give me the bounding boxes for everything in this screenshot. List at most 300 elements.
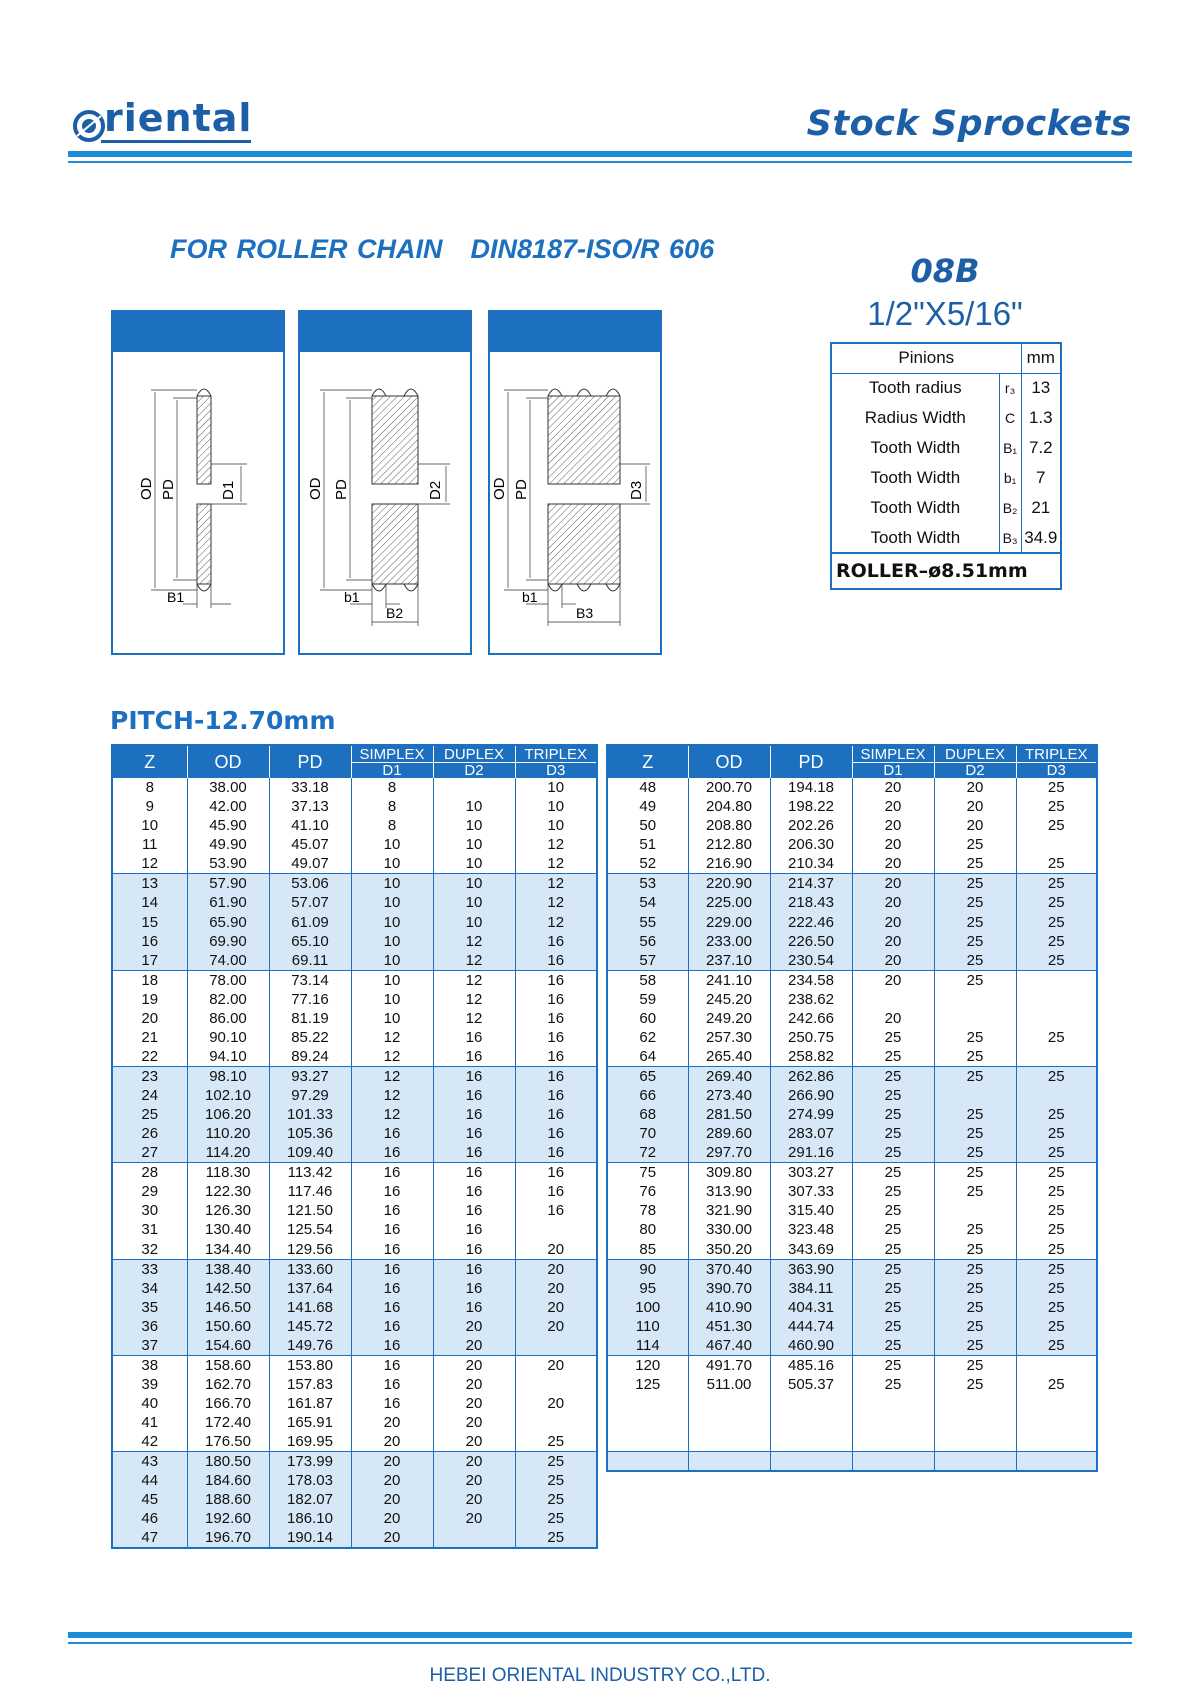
pd-cell: 186.10 — [269, 1509, 351, 1528]
d3-cell: 20 — [515, 1240, 596, 1260]
d3-cell: 25 — [1016, 1317, 1096, 1336]
z-cell: 45 — [113, 1490, 187, 1509]
od-cell: 106.20 — [187, 1105, 269, 1124]
d2-cell — [934, 1413, 1016, 1432]
d3-cell: 16 — [515, 1066, 596, 1086]
table-row — [608, 893, 1096, 912]
d1-cell: 12 — [351, 1066, 433, 1086]
od-cell: 166.70 — [187, 1394, 269, 1413]
d2-cell: 10 — [433, 797, 515, 816]
pd-cell: 266.90 — [770, 1086, 852, 1105]
od-cell: 233.00 — [688, 932, 770, 951]
d2-cell: 25 — [934, 1355, 1016, 1375]
od-cell: 451.30 — [688, 1317, 770, 1336]
z-cell: 44 — [113, 1471, 187, 1490]
triplex-diagram — [488, 310, 662, 655]
table-row — [113, 1028, 596, 1047]
d1-cell: 25 — [852, 1259, 934, 1279]
d3-cell: 20 — [515, 1298, 596, 1317]
z-cell: 125 — [635, 1375, 661, 1393]
pd-cell: 89.24 — [269, 1047, 351, 1067]
od-cell: 229.00 — [688, 912, 770, 931]
col-simplex — [852, 746, 934, 778]
d2-cell: 10 — [433, 854, 515, 874]
d2-cell: 20 — [433, 1509, 515, 1528]
table-row — [113, 1528, 596, 1547]
table-row — [113, 1009, 596, 1028]
table-row — [608, 1317, 1096, 1336]
od-cell: 200.70 — [688, 778, 770, 797]
d3-label: D3 — [1046, 761, 1066, 779]
z-cell: 42 — [141, 1433, 159, 1451]
d1-cell: 20 — [351, 1432, 433, 1452]
d3-cell — [1016, 1432, 1096, 1451]
d3-cell: 25 — [1016, 912, 1096, 931]
d3-cell: 16 — [515, 1124, 596, 1143]
pinion-name: Tooth Width — [831, 463, 999, 493]
roller-diameter: ROLLER–ø8.51mm — [831, 553, 1061, 589]
subtitle-chain: FOR ROLLER CHAIN — [170, 234, 443, 264]
d3-cell — [515, 1413, 596, 1432]
z-cell: 85 — [639, 1240, 657, 1258]
z-cell: 58 — [608, 970, 688, 990]
z-cell: 26 — [113, 1124, 187, 1143]
z-cell: 32 — [141, 1240, 159, 1258]
diagram-header-band — [300, 312, 470, 352]
chain-code: 08B — [910, 252, 980, 290]
d2-cell — [934, 1201, 1016, 1220]
od-cell: 102.10 — [187, 1086, 269, 1105]
d1-cell: 16 — [351, 1279, 433, 1298]
pd-cell: 315.40 — [770, 1201, 852, 1220]
pd-cell: 343.69 — [770, 1240, 852, 1260]
triplex-label: TRIPLEX — [516, 747, 597, 763]
pd-cell: 149.76 — [269, 1336, 351, 1356]
simplex-label: SIMPLEX — [352, 747, 433, 763]
pinion-symbol: b₁ — [999, 463, 1021, 493]
d1-cell: 25 — [852, 1336, 934, 1356]
d2-cell: 16 — [433, 1240, 515, 1260]
d1-cell: 20 — [351, 1452, 433, 1472]
od-cell: 49.90 — [187, 835, 269, 854]
d1-cell: 25 — [852, 1355, 934, 1375]
chain-size: 1/2"X5/16" — [867, 295, 1023, 332]
d2-cell: 25 — [934, 1336, 1016, 1356]
pd-cell: 182.07 — [269, 1490, 351, 1509]
d2-cell: 12 — [433, 932, 515, 951]
d1-cell: 8 — [351, 797, 433, 816]
table-row — [608, 1143, 1096, 1163]
od-cell: 57.90 — [187, 874, 269, 894]
d3-cell — [1016, 990, 1096, 1009]
d1-cell: 8 — [351, 778, 433, 797]
d3-cell: 16 — [515, 1047, 596, 1067]
z-cell: 13 — [113, 874, 187, 894]
od-cell: 184.60 — [187, 1471, 269, 1490]
z-cell: 8 — [145, 779, 154, 797]
d1-cell: 12 — [351, 1086, 433, 1105]
pd-cell — [770, 1451, 852, 1470]
z-cell: 33 — [113, 1259, 187, 1279]
pd-cell: 137.64 — [269, 1279, 351, 1298]
d3-cell: 25 — [1016, 1240, 1096, 1260]
d2-cell: 10 — [433, 874, 515, 894]
od-cell: 162.70 — [187, 1375, 269, 1394]
pd-cell: 291.16 — [770, 1143, 852, 1163]
d3-cell: 25 — [1016, 1279, 1096, 1298]
d1-cell — [852, 1451, 934, 1470]
d3-cell: 25 — [1016, 816, 1096, 835]
table-row — [113, 1375, 596, 1394]
d1-cell: 10 — [351, 990, 433, 1009]
d2-cell: 16 — [433, 1124, 515, 1143]
pd-cell: 129.56 — [269, 1240, 351, 1260]
table-row — [608, 1394, 1096, 1413]
table-row — [113, 932, 596, 951]
col-z: Z — [608, 746, 688, 778]
od-cell — [688, 1451, 770, 1470]
d2-cell — [934, 1394, 1016, 1413]
pd-cell: 242.66 — [770, 1009, 852, 1028]
table-row — [608, 1163, 1096, 1183]
d2-cell: 10 — [433, 912, 515, 931]
d3-cell: 25 — [515, 1471, 596, 1490]
d2-cell: 20 — [433, 1471, 515, 1490]
diagram-header-band — [490, 312, 660, 352]
od-cell: 313.90 — [688, 1182, 770, 1201]
d3-cell: 25 — [1016, 1028, 1096, 1047]
simplex-drawing — [113, 352, 283, 653]
d2-cell: 12 — [433, 951, 515, 971]
table-row — [113, 1413, 596, 1432]
d1-cell: 12 — [351, 1028, 433, 1047]
od-cell: 192.60 — [187, 1509, 269, 1528]
triplex-drawing — [490, 352, 660, 653]
pd-cell: 460.90 — [770, 1336, 852, 1356]
z-cell — [608, 1432, 688, 1451]
d2-cell: 12 — [433, 970, 515, 990]
d2-cell: 16 — [433, 1182, 515, 1201]
z-cell: 76 — [639, 1183, 657, 1201]
d3-cell: 16 — [515, 1105, 596, 1124]
pd-cell: 190.14 — [269, 1528, 351, 1547]
pd-cell: 133.60 — [269, 1259, 351, 1279]
d3-cell: 25 — [1016, 1066, 1096, 1086]
triplex-label: TRIPLEX — [1017, 747, 1097, 763]
d3-cell: 12 — [515, 912, 596, 931]
d2-cell — [433, 1528, 515, 1547]
d2-cell: 20 — [433, 1375, 515, 1394]
simplex-diagram — [111, 310, 285, 655]
d2-cell: 25 — [934, 1105, 1016, 1124]
table-row — [113, 1452, 596, 1472]
duplex-drawing — [300, 352, 470, 653]
d2-cell: 20 — [433, 1317, 515, 1336]
logo-underline — [101, 140, 251, 143]
d1-cell: 10 — [351, 932, 433, 951]
d3-cell: 25 — [515, 1432, 596, 1452]
d3-cell: 20 — [515, 1394, 596, 1413]
pitch-heading: PITCH-12.70mm — [110, 706, 336, 735]
table-row — [608, 1451, 1096, 1470]
table-row — [608, 835, 1096, 854]
d1-cell: 8 — [351, 816, 433, 835]
od-cell: 42.00 — [187, 797, 269, 816]
table-row — [608, 1413, 1096, 1432]
z-cell: 20 — [141, 1009, 159, 1027]
z-cell: 10 — [141, 817, 159, 835]
d1-cell: 20 — [852, 778, 934, 797]
od-cell: 370.40 — [688, 1259, 770, 1279]
d2-cell: 25 — [934, 1124, 1016, 1143]
table-row — [113, 797, 596, 816]
z-cell: 51 — [639, 836, 657, 854]
table-row — [608, 1105, 1096, 1124]
table-row — [608, 1279, 1096, 1298]
table-row — [608, 1009, 1096, 1028]
table-row — [608, 1298, 1096, 1317]
od-cell: 180.50 — [187, 1452, 269, 1472]
d3-cell: 16 — [515, 932, 596, 951]
pd-cell — [770, 1432, 852, 1451]
pd-cell: 169.95 — [269, 1432, 351, 1452]
z-cell: 70 — [608, 1124, 688, 1143]
table-row — [608, 854, 1096, 874]
z-cell: 43 — [113, 1452, 187, 1472]
z-cell: 12 — [141, 855, 159, 873]
table-row — [113, 874, 596, 894]
header-rule-thin — [68, 161, 1132, 163]
od-cell: 273.40 — [688, 1086, 770, 1105]
z-cell: 22 — [141, 1047, 159, 1065]
d3-cell: 25 — [1016, 797, 1096, 816]
od-cell: 45.90 — [187, 816, 269, 835]
pd-cell: 97.29 — [269, 1086, 351, 1105]
pd-cell: 165.91 — [269, 1413, 351, 1432]
d2-cell — [934, 1432, 1016, 1451]
duplex-diagram — [298, 310, 472, 655]
d1-cell: 25 — [852, 1124, 934, 1143]
z-cell: 19 — [141, 990, 159, 1008]
d2-cell: 25 — [934, 932, 1016, 951]
d3-label: D3 — [546, 761, 566, 779]
width-label: B2 — [386, 605, 404, 621]
od-cell: 216.90 — [688, 854, 770, 874]
d1-cell: 25 — [852, 1279, 934, 1298]
od-cell: 245.20 — [688, 990, 770, 1009]
od-cell: 350.20 — [688, 1240, 770, 1260]
od-cell: 220.90 — [688, 874, 770, 894]
d1-cell: 20 — [852, 893, 934, 912]
z-cell: 9 — [145, 798, 154, 816]
pd-cell: 41.10 — [269, 816, 351, 835]
od-cell: 208.80 — [688, 816, 770, 835]
table-row — [113, 990, 596, 1009]
d2-cell: 25 — [934, 1143, 1016, 1163]
table-row — [113, 854, 596, 874]
subtitle-standard: DIN8187-ISO/R 606 — [470, 234, 715, 264]
d3-cell: 20 — [515, 1317, 596, 1336]
z-cell: 56 — [608, 932, 688, 951]
d2-cell: 20 — [433, 1490, 515, 1509]
d1-cell: 10 — [351, 835, 433, 854]
od-cell: 265.40 — [688, 1047, 770, 1067]
pd-cell: 69.11 — [269, 951, 351, 971]
d3-cell: 25 — [1016, 1259, 1096, 1279]
z-cell: 40 — [141, 1394, 159, 1412]
d1-cell: 20 — [351, 1528, 433, 1547]
pd-cell: 194.18 — [770, 778, 852, 797]
table-row — [113, 816, 596, 835]
pinion-value: 1.3 — [1021, 403, 1061, 433]
d1-cell: 10 — [351, 1009, 433, 1028]
d1-cell: 20 — [852, 1009, 934, 1028]
d2-cell: 25 — [934, 970, 1016, 990]
d2-cell: 25 — [934, 874, 1016, 894]
pd-cell: 274.99 — [770, 1105, 852, 1124]
simplex-label: SIMPLEX — [853, 747, 934, 763]
col-duplex — [433, 746, 515, 778]
d1-cell: 20 — [852, 912, 934, 931]
d2-cell: 25 — [934, 1317, 1016, 1336]
table-row — [113, 1471, 596, 1490]
d1-cell: 25 — [852, 1163, 934, 1183]
z-cell: 35 — [113, 1298, 187, 1317]
d1-cell — [852, 990, 934, 1009]
d2-cell: 20 — [433, 1432, 515, 1452]
d1-cell: 16 — [351, 1163, 433, 1183]
od-cell: 390.70 — [688, 1279, 770, 1298]
pinions-unit: mm — [1021, 343, 1061, 373]
z-cell: 25 — [113, 1105, 187, 1124]
od-cell: 86.00 — [187, 1009, 269, 1028]
d2-cell: 20 — [433, 1336, 515, 1356]
d1-label: D1 — [382, 761, 402, 779]
od-cell: 78.00 — [187, 970, 269, 990]
d3-cell: 20 — [515, 1355, 596, 1375]
d2-cell: 25 — [934, 854, 1016, 874]
od-cell: 130.40 — [187, 1220, 269, 1239]
od-cell: 154.60 — [187, 1336, 269, 1356]
d2-cell: 16 — [433, 1105, 515, 1124]
d3-cell: 20 — [515, 1279, 596, 1298]
pd-cell: 157.83 — [269, 1375, 351, 1394]
pd-cell: 81.19 — [269, 1009, 351, 1028]
z-cell: 65 — [608, 1066, 688, 1086]
od-cell — [688, 1394, 770, 1413]
z-cell: 72 — [608, 1143, 688, 1163]
pinions-header: Pinions — [831, 343, 1021, 373]
z-cell: 55 — [608, 912, 688, 931]
table-row — [113, 1509, 596, 1528]
table-row — [608, 874, 1096, 894]
od-cell: 257.30 — [688, 1028, 770, 1047]
table-row — [608, 1220, 1096, 1239]
bore-label: D3 — [628, 480, 645, 500]
d3-cell: 25 — [1016, 1375, 1096, 1394]
pd-cell: 113.42 — [269, 1163, 351, 1183]
od-label: OD — [138, 477, 155, 500]
d3-cell: 25 — [1016, 778, 1096, 797]
od-cell: 330.00 — [688, 1220, 770, 1239]
table-row — [608, 1259, 1096, 1279]
z-cell: 64 — [639, 1047, 657, 1065]
d3-cell — [1016, 1009, 1096, 1028]
z-cell: 57 — [608, 951, 688, 971]
d2-cell: 16 — [433, 1066, 515, 1086]
d1-cell: 16 — [351, 1240, 433, 1260]
table-row — [113, 1201, 596, 1220]
pd-cell: 234.58 — [770, 970, 852, 990]
d1-cell: 25 — [852, 1086, 934, 1105]
pd-cell: 85.22 — [269, 1028, 351, 1047]
table-row — [113, 1355, 596, 1375]
z-cell: 31 — [141, 1221, 159, 1239]
d1-cell: 16 — [351, 1336, 433, 1356]
table-row — [113, 1317, 596, 1336]
z-cell: 21 — [141, 1028, 159, 1046]
d1-cell: 16 — [351, 1375, 433, 1394]
d2-cell: 25 — [934, 912, 1016, 931]
d3-cell: 16 — [515, 1182, 596, 1201]
od-cell: 410.90 — [688, 1298, 770, 1317]
z-cell: 53 — [608, 874, 688, 894]
d2-cell: 16 — [433, 1028, 515, 1047]
pd-cell: 125.54 — [269, 1220, 351, 1239]
z-cell: 52 — [639, 855, 657, 873]
od-cell: 65.90 — [187, 912, 269, 931]
d2-cell: 25 — [934, 1298, 1016, 1317]
z-cell: 50 — [639, 817, 657, 835]
d1-cell: 25 — [852, 1201, 934, 1220]
d1-cell: 20 — [852, 970, 934, 990]
col-pd: PD — [770, 746, 852, 778]
table-row — [608, 1201, 1096, 1220]
d2-cell: 10 — [433, 816, 515, 835]
d1-cell: 20 — [852, 854, 934, 874]
pd-cell: 238.62 — [770, 990, 852, 1009]
d2-cell: 16 — [433, 1259, 515, 1279]
d1-cell: 25 — [852, 1028, 934, 1047]
od-cell: 142.50 — [187, 1279, 269, 1298]
od-cell: 297.70 — [688, 1143, 770, 1163]
d3-cell: 25 — [515, 1528, 596, 1547]
d1-cell: 20 — [852, 874, 934, 894]
pd-cell: 206.30 — [770, 835, 852, 854]
footer-rule-thin — [68, 1642, 1132, 1644]
d2-cell — [433, 778, 515, 797]
d3-cell — [1016, 1451, 1096, 1470]
d3-cell — [1016, 835, 1096, 854]
duplex-label: DUPLEX — [935, 747, 1016, 763]
pd-cell: 363.90 — [770, 1259, 852, 1279]
table-row — [608, 1028, 1096, 1047]
z-cell: 27 — [113, 1143, 187, 1163]
d2-cell: 25 — [934, 1066, 1016, 1086]
d3-cell: 12 — [515, 835, 596, 854]
d3-cell — [1016, 1413, 1096, 1432]
d1-cell: 10 — [351, 951, 433, 971]
od-cell: 53.90 — [187, 854, 269, 874]
od-cell: 82.00 — [187, 990, 269, 1009]
d3-cell: 25 — [515, 1490, 596, 1509]
d1-cell: 25 — [852, 1375, 934, 1394]
d2-cell: 16 — [433, 1201, 515, 1220]
table-row — [113, 951, 596, 971]
d2-cell — [934, 1009, 1016, 1028]
d2-label: D2 — [965, 761, 985, 779]
od-cell: 172.40 — [187, 1413, 269, 1432]
